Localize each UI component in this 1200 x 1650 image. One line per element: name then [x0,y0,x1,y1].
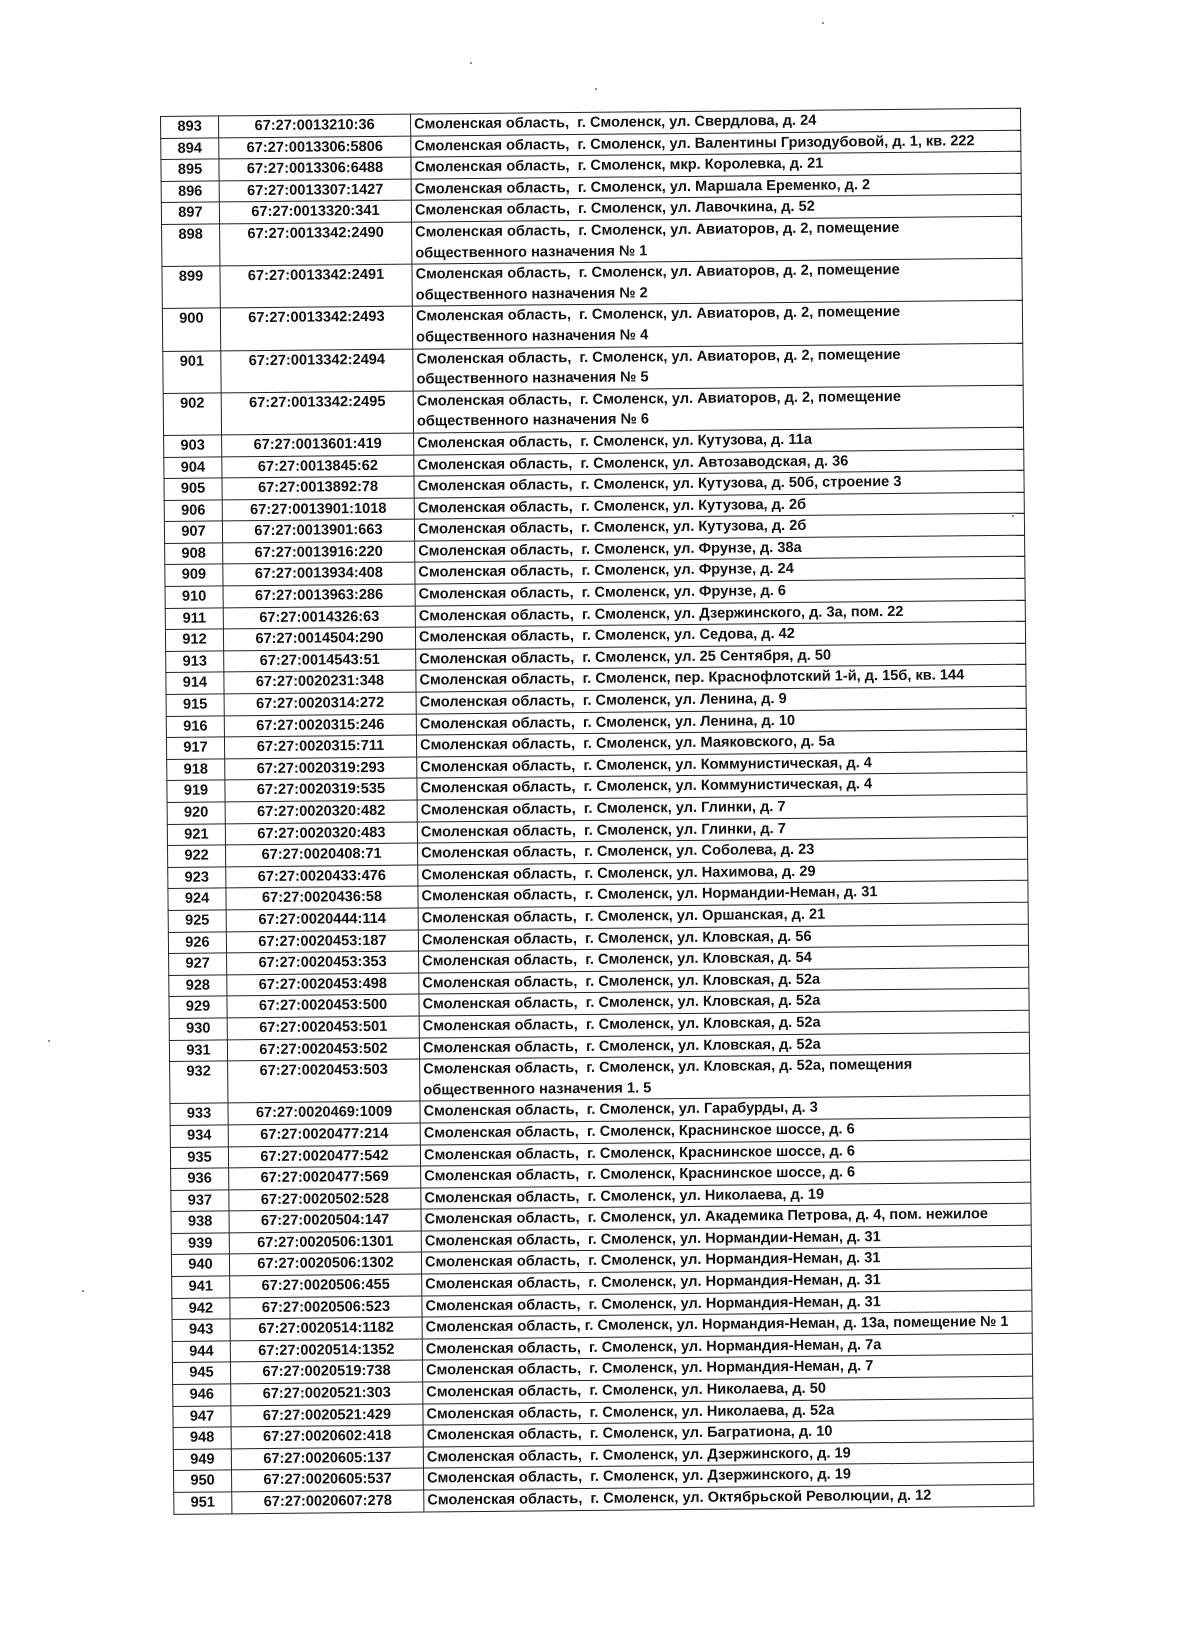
cadastral-number: 67:27:0020469:1009 [228,1101,420,1124]
address: Смоленская область, г. Смоленск, ул. Кловская, д. 52а [419,967,1029,994]
registry-body [161,108,1034,1514]
cadastral-number: 67:27:0020477:214 [228,1123,420,1146]
cadastral-number: 67:27:0013342:2494 [221,349,413,393]
cadastral-number: 67:27:0014326:63 [223,606,415,629]
row-number: 946 [173,1384,231,1406]
row-number: 951 [174,1492,232,1514]
cadastral-number: 67:27:0014543:51 [224,649,416,672]
address: Смоленская область, г. Смоленск, ул. Кловская, д. 54 [419,945,1029,972]
row-number: 928 [169,975,227,997]
cadastral-number: 67:27:0020477:569 [229,1166,421,1189]
row-number: 896 [161,181,219,203]
row-number: 900 [162,308,220,351]
address: Смоленская область, г. Смоленск, ул. Фрунзе, д. 6 [415,578,1025,605]
address: Смоленская область, г. Смоленск, ул. Октябрьской Революции, д. 12 [424,1484,1034,1511]
address: Смоленская область, г. Смоленск, ул. Нормандия-Неман, д. 31 [422,1268,1032,1295]
scan-speck [1012,515,1014,517]
address: Смоленская область, г. Смоленск, ул. Глинки, д. 7 [417,794,1027,821]
cadastral-number: 67:27:0013210:36 [219,114,411,137]
cadastral-number: 67:27:0020314:272 [224,692,416,715]
address: Смоленская область, г. Смоленск, ул. Авиаторов, д. 2, помещение общественного назначения № 2 [412,258,1022,306]
cadastral-number: 67:27:0020519:738 [230,1360,422,1383]
cadastral-number: 67:27:0020453:500 [227,994,419,1017]
row-number: 914 [166,672,224,694]
row-number: 943 [172,1319,230,1341]
cadastral-number: 67:27:0020607:278 [232,1490,424,1513]
address: Смоленская область, г. Смоленск, ул. Маршала Еременко, д. 2 [411,173,1021,200]
row-number: 902 [163,393,221,436]
address: Смоленская область, г. Смоленск, ул. Нормандия-Неман, д. 7а [422,1333,1032,1360]
row-number: 909 [165,564,223,586]
row-number: 927 [169,953,227,975]
cadastral-number: 67:27:0020506:1302 [229,1253,421,1276]
row-number: 895 [161,159,219,181]
row-number: 897 [161,202,219,224]
cadastral-number: 67:27:0013845:62 [222,455,414,478]
address: Смоленская область, г. Смоленск, Краснинское шоссе, д. 6 [420,1139,1030,1166]
cadastral-number: 67:27:0020319:293 [225,757,417,780]
cadastral-number: 67:27:0020453:353 [227,951,419,974]
cadastral-number: 67:27:0013342:2491 [220,264,412,308]
address: Смоленская область, г. Смоленск, ул. Кутузова, д. 50б, строение 3 [414,470,1024,497]
row-number: 918 [167,759,225,781]
scan-speck [82,1290,84,1292]
row-number: 904 [164,456,222,478]
address: Смоленская область, г. Смоленск, ул. Фрунзе, д. 38а [415,535,1025,562]
row-number: 899 [162,266,220,309]
row-number: 919 [167,780,225,802]
row-number: 931 [169,1039,227,1061]
address: Смоленская область, г. Смоленск, ул. Соболева, д. 23 [417,837,1027,864]
cadastral-number: 67:27:0013342:2493 [220,306,412,350]
row-number: 905 [164,478,222,500]
cadastral-number: 67:27:0020231:348 [224,671,416,694]
address: Смоленская область, г. Смоленск, ул. Кловская, д. 52а [419,989,1029,1016]
address: Смоленская область, г. Смоленск, ул. Кутузова, д. 2б [414,492,1024,519]
cadastral-number: 67:27:0013901:663 [222,519,414,542]
row-number: 937 [171,1190,229,1212]
scan-speck [822,22,824,24]
cadastral-number: 67:27:0020315:711 [224,735,416,758]
row-number: 926 [168,931,226,953]
row-number: 893 [161,116,219,138]
row-number: 906 [164,500,222,522]
address: Смоленская область, г. Смоленск, ул. Глинки, д. 7 [417,816,1027,843]
address: Смоленская область, г. Смоленск, ул. Кутузова, д. 2б [414,514,1024,541]
scan-speck [48,1040,50,1042]
row-number: 930 [169,1018,227,1040]
cadastral-number: 67:27:0020602:418 [231,1425,423,1448]
address: Смоленская область, г. Смоленск, мкр. Королевка, д. 21 [411,151,1021,178]
row-number: 901 [163,350,221,393]
cadastral-number: 67:27:0020514:1352 [230,1339,422,1362]
address: Смоленская область, г. Смоленск, ул. Гарабурды, д. 3 [420,1096,1030,1123]
address: Смоленская область, г. Смоленск, ул. Нормандия-Неман, д. 13а, помещение № 1 [422,1311,1032,1338]
address: Смоленская область, г. Смоленск, ул. Авиаторов, д. 2, помещение общественного назначения № 4 [412,301,1022,349]
address: Смоленская область, г. Смоленск, ул. Кловская, д. 56 [418,924,1028,951]
address: Смоленская область, г. Смоленск, Краснинское шоссе, д. 6 [420,1117,1030,1144]
row-number: 910 [165,586,223,608]
cadastral-number: 67:27:0020453:503 [228,1059,420,1103]
row-number: 913 [166,651,224,673]
row-number: 933 [170,1103,228,1125]
cadastral-number: 67:27:0020444:114 [226,908,418,931]
address: Смоленская область, г. Смоленск, ул. Академика Петрова, д. 4, пом. нежилое [421,1203,1031,1230]
row-number: 947 [173,1406,231,1428]
row-number: 915 [166,694,224,716]
cadastral-number: 67:27:0020506:1301 [229,1231,421,1254]
cadastral-number: 67:27:0013892:78 [222,476,414,499]
cadastral-number: 67:27:0020506:455 [230,1274,422,1297]
cadastral-number: 67:27:0020319:535 [225,778,417,801]
cadastral-number: 67:27:0020514:1182 [230,1317,422,1340]
cadastral-number: 67:27:0020506:523 [230,1296,422,1319]
address: Смоленская область, г. Смоленск, ул. Николаева, д. 52а [423,1398,1033,1425]
cadastral-number: 67:27:0013916:220 [223,541,415,564]
row-number: 923 [168,867,226,889]
cadastral-number: 67:27:0020453:498 [227,973,419,996]
row-number: 921 [167,823,225,845]
cadastral-number: 67:27:0013342:2495 [221,391,413,435]
address: Смоленская область, г. Смоленск, Краснинское шоссе, д. 6 [421,1160,1031,1187]
row-number: 949 [173,1449,231,1471]
address: Смоленская область, г. Смоленск, ул. Кловская, д. 52а, помещения общественного назначения 1. 5 [420,1053,1030,1101]
cadastral-number: 67:27:0020320:482 [225,800,417,823]
cadastral-number: 67:27:0020433:476 [226,865,418,888]
scan-speck [595,88,597,90]
row-number: 934 [170,1125,228,1147]
cadastral-number: 67:27:0013963:286 [223,584,415,607]
row-number: 911 [165,608,223,630]
row-number: 940 [171,1254,229,1276]
row-number: 941 [172,1276,230,1298]
address: Смоленская область, г. Смоленск, ул. Дзержинского, д. 3а, пом. 22 [415,600,1025,627]
address: Смоленская область, г. Смоленск, ул. Ленина, д. 10 [416,708,1026,735]
address: Смоленская область, г. Смоленск, ул. Нормандия-Неман, д. 7 [422,1355,1032,1382]
address: Смоленская область, г. Смоленск, ул. Свердлова, д. 24 [410,108,1020,135]
row-number: 925 [168,910,226,932]
address: Смоленская область, г. Смоленск, ул. Нормандия-Неман, д. 31 [421,1247,1031,1274]
address: Смоленская область, г. Смоленск, ул. Дзержинского, д. 19 [423,1463,1033,1490]
cadastral-number: 67:27:0013306:6488 [219,157,411,180]
cadastral-number: 67:27:0020521:429 [231,1404,423,1427]
row-number: 907 [164,521,222,543]
cadastral-number: 67:27:0014504:290 [223,627,415,650]
address: Смоленская область, г. Смоленск, ул. 25 Сентября, д. 50 [416,643,1026,670]
row-number: 948 [173,1427,231,1449]
row-number: 944 [172,1341,230,1363]
address: Смоленская область, г. Смоленск, ул. Лавочкина, д. 52 [411,195,1021,222]
address: Смоленская область, г. Смоленск, ул. Николаева, д. 19 [421,1182,1031,1209]
cadastral-number: 67:27:0020502:528 [229,1188,421,1211]
cadastral-number: 67:27:0020504:147 [229,1209,421,1232]
address: Смоленская область, г. Смоленск, ул. Кловская, д. 52а [419,1010,1029,1037]
address: Смоленская область, г. Смоленск, ул. Дзержинского, д. 19 [423,1441,1033,1468]
row-number: 920 [167,802,225,824]
address: Смоленская область, г. Смоленск, ул. Кутузова, д. 11а [414,427,1024,454]
address: Смоленская область, г. Смоленск, ул. Нормандия-Неман, д. 31 [422,1290,1032,1317]
address: Смоленская область, г. Смоленск, пер. Краснофлотский 1-й, д. 15б, кв. 144 [416,665,1026,692]
address: Смоленская область, г. Смоленск, ул. Кловская, д. 52а [419,1032,1029,1059]
row-number: 932 [170,1061,228,1104]
cadastral-number: 67:27:0020436:58 [226,886,418,909]
address: Смоленская область, г. Смоленск, ул. Авиаторов, д. 2, помещение общественного назначения № 5 [413,343,1023,391]
cadastral-number: 67:27:0013306:5806 [219,136,411,159]
address: Смоленская область, г. Смоленск, ул. Нормандии-Неман, д. 31 [418,881,1028,908]
row-number: 945 [172,1362,230,1384]
address: Смоленская область, г. Смоленск, ул. Багратиона, д. 10 [423,1419,1033,1446]
row-number: 929 [169,996,227,1018]
row-number: 924 [168,888,226,910]
address: Смоленская область, г. Смоленск, ул. Коммунистическая, д. 4 [417,773,1027,800]
row-number: 894 [161,138,219,160]
row-number: 903 [164,435,222,457]
address: Смоленская область, г. Смоленск, ул. Автозаводская, д. 36 [414,449,1024,476]
cadastral-number: 67:27:0020453:501 [227,1016,419,1039]
address: Смоленская область, г. Смоленск, ул. Авиаторов, д. 2, помещение общественного назначения № 6 [413,385,1023,433]
address: Смоленская область, г. Смоленск, ул. Валентины Гризодубовой, д. 1, кв. 222 [411,130,1021,157]
cadastral-number: 67:27:0013307:1427 [219,179,411,202]
cadastral-number: 67:27:0013601:419 [222,433,414,456]
row-number: 898 [162,224,220,267]
row-number: 912 [165,629,223,651]
cadastral-number: 67:27:0013934:408 [223,563,415,586]
cadastral-number: 67:27:0020477:542 [228,1145,420,1168]
address: Смоленская область, г. Смоленск, ул. Коммунистическая, д. 4 [417,751,1027,778]
row-number: 935 [170,1146,228,1168]
cadastral-number: 67:27:0013342:2490 [220,222,412,266]
cadastral-number: 67:27:0020453:187 [226,930,418,953]
address: Смоленская область, г. Смоленск, ул. Нахимова, д. 29 [418,859,1028,886]
address: Смоленская область, г. Смоленск, ул. Нормандии-Неман, д. 31 [421,1225,1031,1252]
row-number: 916 [166,716,224,738]
address: Смоленская область, г. Смоленск, ул. Оршанская, д. 21 [418,902,1028,929]
row-number: 950 [174,1470,232,1492]
cadastral-number: 67:27:0020605:137 [231,1447,423,1470]
cadastral-number: 67:27:0020315:246 [224,714,416,737]
cadastral-number: 67:27:0013901:1018 [222,498,414,521]
row-number: 936 [171,1168,229,1190]
cadastral-number: 67:27:0020605:537 [232,1468,424,1491]
scan-speck [470,62,472,64]
row-number: 942 [172,1298,230,1320]
row-number: 917 [166,737,224,759]
cadastral-number: 67:27:0020453:502 [227,1038,419,1061]
row-number: 938 [171,1211,229,1233]
address: Смоленская область, г. Смоленск, ул. Авиаторов, д. 2, помещение общественного назначения № 1 [412,216,1022,264]
property-registry-table [160,108,1034,1515]
address: Смоленская область, г. Смоленск, ул. Фрунзе, д. 24 [415,557,1025,584]
row-number: 908 [165,543,223,565]
address: Смоленская область, г. Смоленск, ул. Маяковского, д. 5а [416,729,1026,756]
cadastral-number: 67:27:0013320:341 [219,200,411,223]
cadastral-number: 67:27:0020320:483 [225,822,417,845]
cadastral-number: 67:27:0020408:71 [226,843,418,866]
address: Смоленская область, г. Смоленск, ул. Седова, д. 42 [415,621,1025,648]
address: Смоленская область, г. Смоленск, ул. Николаева, д. 50 [423,1376,1033,1403]
address: Смоленская область, г. Смоленск, ул. Ленина, д. 9 [416,686,1026,713]
row-number: 922 [168,845,226,867]
cadastral-number: 67:27:0020521:303 [231,1382,423,1405]
row-number: 939 [171,1233,229,1255]
